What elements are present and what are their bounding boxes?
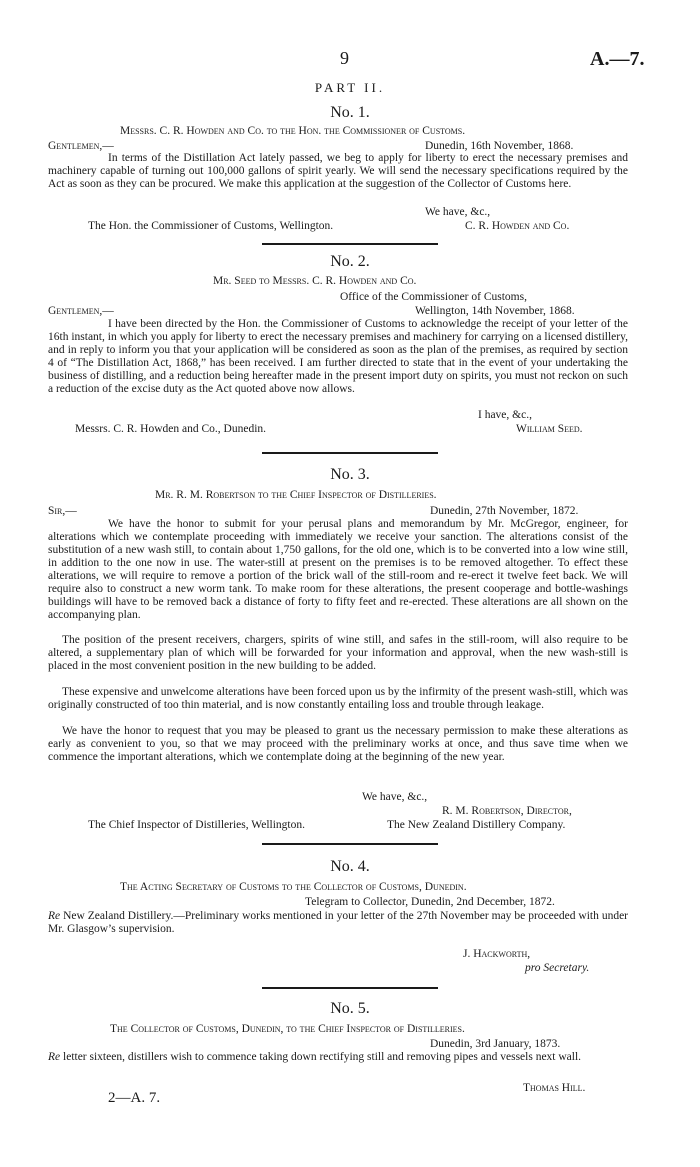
section-4-heading: The Acting Secretary of Customs to the Collector of Customs, Dunedin.	[120, 881, 467, 893]
section-1-addressee: The Hon. the Commissioner of Customs, Wellington.	[88, 220, 334, 232]
section-3-heading: Mr. R. M. Robertson to the Chief Inspector of Distilleries.	[155, 489, 437, 501]
part-title: PART II.	[314, 80, 386, 95]
page-number: 9	[340, 48, 349, 68]
section-3-paragraph-4: We have the honor to request that you may be pleased to grant us the necessary permission to make these alterations as early as convenient to you, so that we may proceed with the preliminary works at once, and thus save time when we commence the important alterations, which we contemplate doing at the beginning of the new year.	[48, 725, 628, 763]
section-divider	[262, 987, 438, 989]
section-1-signature: C. R. Howden and Co.	[465, 220, 570, 232]
section-3-number: No. 3.	[330, 466, 370, 483]
section-2-number: No. 2.	[330, 253, 370, 270]
section-2-signature: William Seed.	[516, 423, 583, 435]
section-divider	[262, 243, 438, 245]
section-1-paragraph: In terms of the Distillation Act lately passed, we beg to apply for liberty to erect the necessary premises and machinery capable of turning out 100,000 gallons of spirit yearly. We will send the necessary specifications required by the Act as soon as they can be procured. We make this application at the suggestion of the Collector of Customs here.	[48, 152, 628, 190]
section-2-addressee: Messrs. C. R. Howden and Co., Dunedin.	[75, 423, 267, 435]
section-1-date: Dunedin, 16th November, 1868.	[425, 140, 574, 152]
section-4-telegram: Telegram to Collector, Dunedin, 2nd December, 1872.	[305, 896, 555, 908]
section-divider	[262, 843, 438, 845]
section-2-office: Office of the Commissioner of Customs,	[340, 291, 527, 303]
section-1-number: No. 1.	[330, 104, 370, 121]
section-5-text: Re letter sixteen, distillers wish to commence taking down rectifying still and removing pipes and vessels next wall.	[48, 1051, 582, 1063]
section-5-number: No. 5.	[330, 1000, 370, 1017]
section-3-addressee: The Chief Inspector of Distilleries, Wellington.	[88, 819, 305, 831]
section-divider	[262, 452, 438, 454]
section-3-signature: R. M. Robertson, Director,	[442, 805, 572, 817]
section-5-date: Dunedin, 3rd January, 1873.	[430, 1038, 561, 1050]
signature-mark: 2—A. 7.	[108, 1090, 161, 1106]
section-2-closing: I have, &c.,	[478, 409, 532, 421]
section-3-company: The New Zealand Distillery Company.	[387, 819, 566, 831]
section-4-text: Re New Zealand Distillery.—Preliminary works mentioned in your letter of the 27th November may be proceeded with under Mr. Glasgow’s supervision.	[48, 910, 628, 935]
section-1-closing: We have, &c.,	[425, 206, 491, 218]
section-3-closing: We have, &c.,	[362, 791, 428, 803]
section-3-paragraph-2: The position of the present receivers, chargers, spirits of wine still, and safes in the still-room, will also require to be altered, a supplementary plan of which will be forwarded for your information and approval, when the new wash-still is placed in the most convenient position in the new building to be added.	[48, 634, 628, 672]
section-2-date: Wellington, 14th November, 1868.	[415, 305, 575, 317]
section-4-number: No. 4.	[330, 858, 370, 875]
section-5-re-label: Re	[48, 1051, 61, 1063]
section-4-signature-title: pro Secretary.	[525, 962, 590, 974]
section-3-paragraph-1: We have the honor to submit for your perusal plans and memorandum by Mr. McGregor, engineer, for alterations which we contemplate proceeding with immediately we receive your sanction. The alterations consist of the substitution of a new wash still, to contain about 1,750 gallons, for the old one, which is to be converted into a low wine still, in addition to the one now in use. The water-still at present on the premises is to be removed altogether. To effect these alterations, we will require to remove a portion of the brick wall of the still-room and re-erect it twelve feet back. We will require also to construct a new worm tank. To make room for these alterations, the present cooperage and bottle-washings buildings will have to be removed back a distance of forty to fifty feet and re-erected. These alterations are all shown on the accompanying plan.	[48, 518, 628, 621]
section-2-salutation: Gentlemen,—	[48, 305, 114, 317]
section-4-signature: J. Hackworth,	[463, 948, 531, 960]
section-4-re-label: Re	[48, 910, 61, 922]
section-5-signature: Thomas Hill.	[523, 1082, 586, 1094]
section-3-date: Dunedin, 27th November, 1872.	[430, 505, 579, 517]
section-5-heading: The Collector of Customs, Dunedin, to the Chief Inspector of Distilleries.	[110, 1023, 465, 1035]
section-3-paragraph-3: These expensive and unwelcome alterations have been forced upon us by the infirmity of the present wash-still, which was originally constructed of too thin material, and is now constantly entailing loss and trouble through leakage.	[48, 686, 628, 711]
document-code: A.—7.	[590, 48, 645, 70]
section-2-paragraph: I have been directed by the Hon. the Commissioner of Customs to acknowledge the receipt of your letter of the 16th instant, in which you apply for liberty to erect the necessary premises and machinery for carrying on a licensed distillery, and in reply to inform you that your application will be considered as soon as the plan of the premises, as required by section 4 of “The Distillation Act, 1868,” has been received. I am further directed to state that in the event of your undertaking the business of distilling, and a reduction being hereafter made in the present import duty on spirits, you must not reckon on such a reduction of the excise duty as the Act quoted above now allows.	[48, 318, 628, 395]
section-1-heading: Messrs. C. R. Howden and Co. to the Hon. the Commissioner of Customs.	[120, 125, 466, 137]
section-2-heading: Mr. Seed to Messrs. C. R. Howden and Co.	[213, 275, 417, 287]
section-1-salutation: Gentlemen,—	[48, 140, 114, 152]
section-3-salutation: Sir,—	[48, 505, 77, 517]
